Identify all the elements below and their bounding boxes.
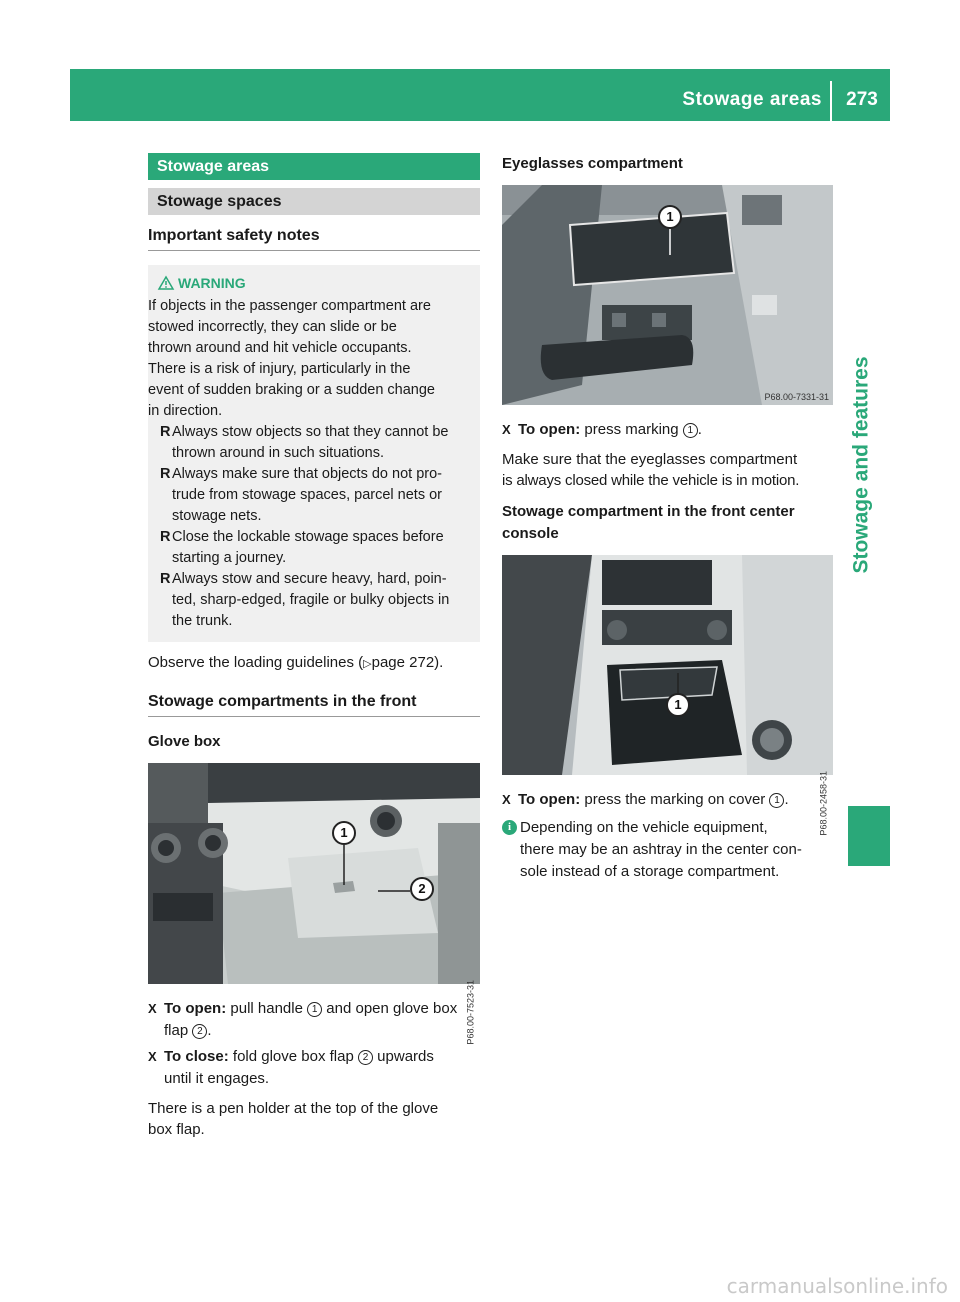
marker-1-icon: 1 [683, 423, 698, 438]
marker-1-icon: 1 [307, 1002, 322, 1017]
bullet-line: stowage nets. [172, 508, 262, 524]
side-chapter-label: Stowage and features [850, 356, 873, 574]
warning-triangle-icon [158, 276, 174, 290]
step-text: until it engages. [164, 1070, 270, 1087]
page-header [70, 69, 890, 121]
info-line: there may be an ashtray in the center con- [520, 841, 802, 858]
warning-line: stowed incorrectly, they can slide or be [148, 319, 397, 335]
step-label: To close: [164, 1048, 229, 1065]
warning-text [148, 296, 474, 422]
photo-code: P68.00-7331-31 [764, 392, 829, 402]
ashtray-info [502, 817, 833, 883]
bullet-line: starting a journey. [172, 550, 287, 566]
loading-guidelines-text [148, 652, 480, 675]
warning-line: event of sudden braking or a sudden change [148, 382, 435, 398]
console-heading [502, 501, 833, 545]
step-arrow-icon: X [502, 422, 511, 437]
console-open-step: X To open: press the marking on cover 1 . [502, 789, 833, 811]
bullet-line: trude from stowage spaces, parcel nets or [172, 487, 442, 503]
console-illustration [502, 555, 833, 775]
bullet-marker: R [160, 529, 171, 545]
warning-line: There is a risk of injury, particularly in the [148, 361, 411, 377]
step-text: press the marking on cover [584, 791, 766, 808]
section-heading: Stowage areas [148, 153, 480, 180]
front-compartments-heading: Stowage compartments in the front [148, 693, 480, 717]
bullet-line: Always make sure that objects do not pro- [172, 466, 442, 482]
step-label: To open: [518, 421, 581, 438]
glove-close-step [148, 1046, 480, 1090]
watermark: carmanualsonline.info [726, 1274, 948, 1298]
bullet-line: ted, sharp-edged, fragile or bulky objects in [172, 592, 450, 608]
step-arrow-icon: X [148, 1001, 157, 1016]
eyeglasses-photo [502, 185, 833, 405]
warning-label: WARNING [178, 275, 246, 291]
callout-marker-1: 1 [658, 205, 682, 229]
info-icon: i [502, 820, 517, 835]
step-arrow-icon: X [148, 1049, 157, 1064]
bullet-line: Always stow and secure heavy, hard, poin- [172, 571, 447, 587]
callout-marker-1: 1 [666, 693, 690, 717]
warning-box [148, 265, 480, 642]
step-label: To open: [518, 791, 581, 808]
photo-code: P68.00-7523-31 [466, 980, 476, 1045]
right-column [502, 153, 833, 883]
eyeglasses-note [502, 449, 833, 491]
warning-line: in direction. [148, 403, 223, 419]
side-tab-marker [848, 806, 890, 866]
bullet-line: thrown around in such situations. [172, 445, 384, 461]
heading-line: Stowage compartment in the front center [502, 503, 795, 520]
warning-title [148, 273, 474, 293]
bullet-line: Close the lockable stowage spaces before [172, 529, 444, 545]
warning-bullet [148, 464, 474, 527]
bullet-line: the trunk. [172, 613, 233, 629]
glove-open-step: X To open: pull handle 1 and open glove box flap 2 . [148, 1000, 458, 1039]
bullet-marker: R [160, 571, 171, 587]
step-arrow-icon: X [502, 792, 511, 807]
glove-box-heading: Glove box [148, 733, 221, 750]
step-text: pull handle [230, 1000, 303, 1017]
text-line: is always closed while the vehicle is in motion. [502, 472, 800, 489]
photo-code: P68.00-2458-31 [819, 771, 829, 836]
step-label: To open: [164, 1000, 227, 1017]
left-column [148, 153, 480, 1140]
glove-box-illustration [148, 763, 480, 984]
observe-text: Observe the loading guidelines ( [148, 654, 364, 671]
step-text: flap [164, 1022, 189, 1039]
info-line: sole instead of a storage compartment. [520, 863, 780, 880]
marker-1-icon: 1 [769, 793, 784, 808]
step-text: and open glove box [326, 1000, 458, 1017]
page-ref-link[interactable]: page 272). [371, 654, 444, 671]
info-line: Depending on the vehicle equipment, [520, 819, 768, 836]
text-line: There is a pen holder at the top of the glove [148, 1100, 439, 1117]
side-chapter-tab [841, 300, 883, 630]
callout-marker-2: 2 [410, 877, 434, 901]
marker-2-icon: 2 [358, 1050, 373, 1065]
page-number: 273 [846, 89, 878, 110]
eyeglasses-heading: Eyeglasses compartment [502, 155, 683, 172]
warning-line: thrown around and hit vehicle occupants. [148, 340, 412, 356]
header-title: Stowage areas [682, 89, 822, 110]
subsection-heading: Stowage spaces [148, 188, 480, 215]
text-line: box flap. [148, 1121, 205, 1138]
warning-bullet [148, 527, 474, 569]
callout-marker-1: 1 [332, 821, 356, 845]
safety-heading: Important safety notes [148, 227, 480, 251]
bullet-line: Always stow objects so that they cannot be [172, 424, 449, 440]
page-ref-arrow-icon: ▷ [363, 658, 372, 670]
eyeglasses-open-step: X To open: press marking 1 . [502, 419, 833, 441]
bullet-marker: R [160, 466, 171, 482]
warning-bullet [148, 422, 474, 464]
heading-line: console [502, 525, 559, 542]
warning-bullet [148, 569, 474, 632]
pen-holder-text [148, 1098, 480, 1140]
step-text: upwards [377, 1048, 434, 1065]
step-text: fold glove box flap [232, 1048, 354, 1065]
bullet-marker: R [160, 424, 171, 440]
marker-2-icon: 2 [192, 1024, 207, 1039]
text-line: Make sure that the eyeglasses compartment [502, 451, 798, 468]
warning-line: If objects in the passenger compartment are [148, 298, 431, 314]
header-separator [830, 81, 832, 121]
step-text: press marking [584, 421, 679, 438]
